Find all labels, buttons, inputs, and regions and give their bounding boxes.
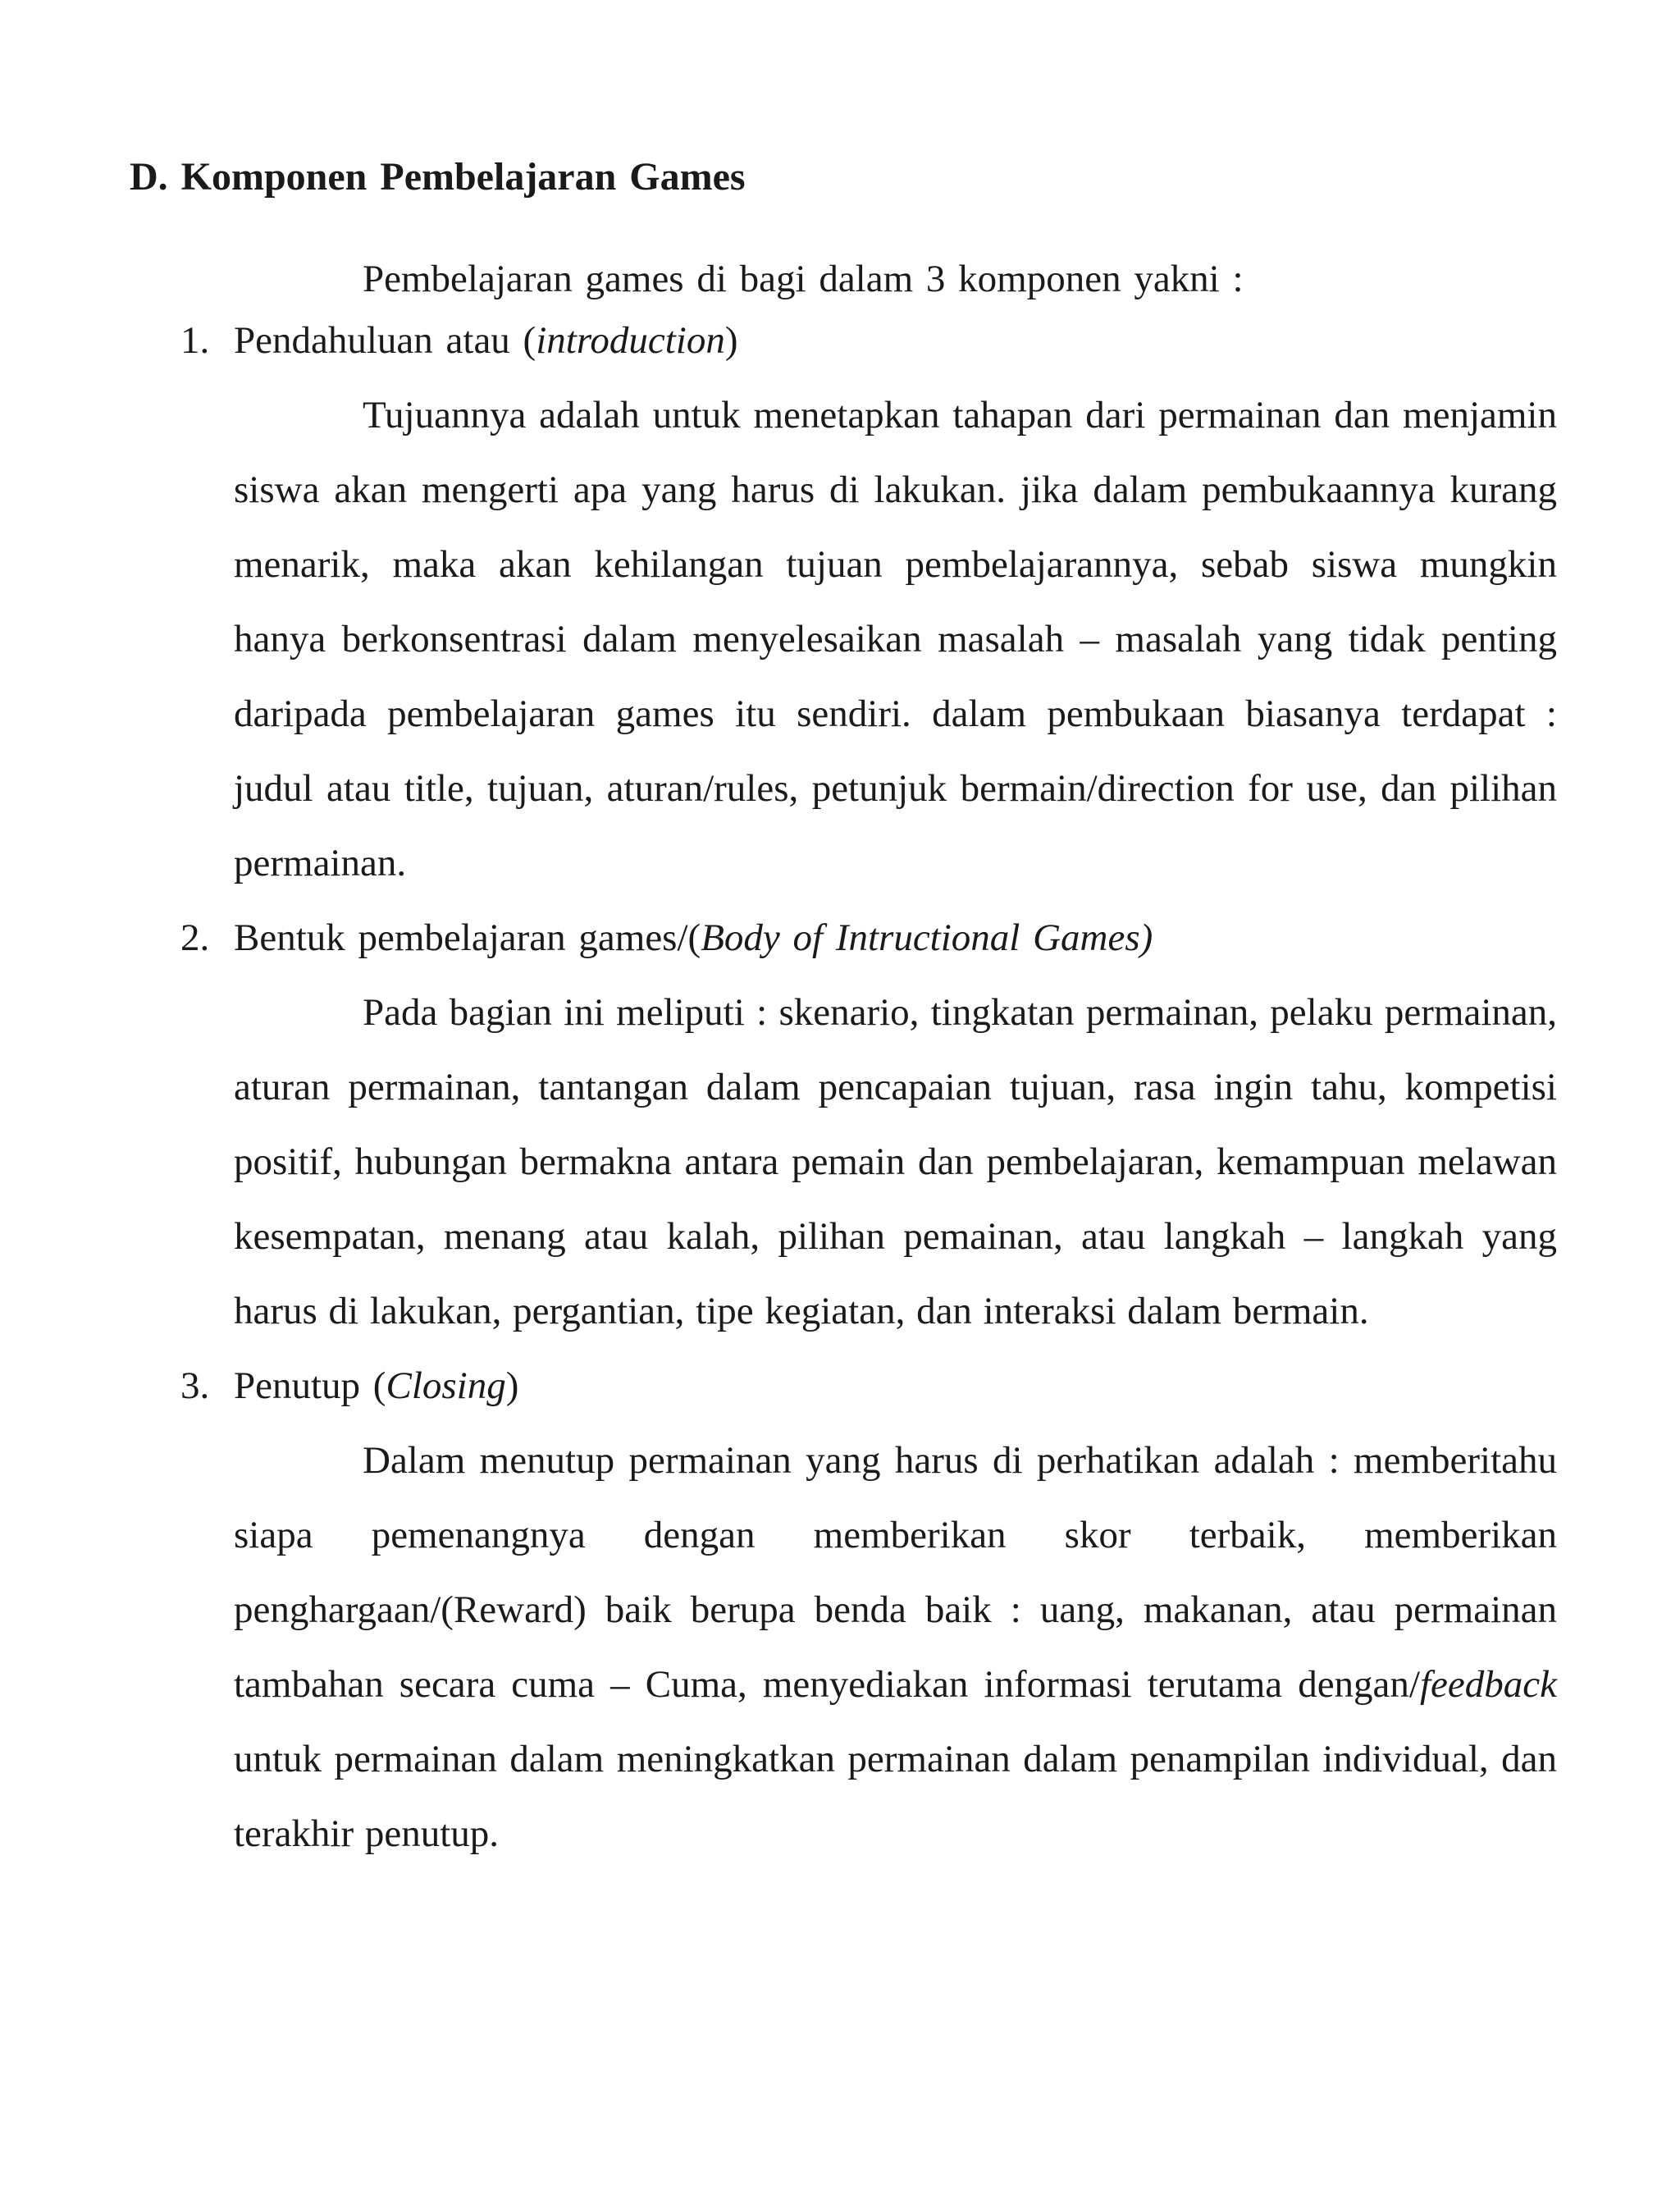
item-title-italic: introduction [536,319,725,362]
item-title [130,901,1557,976]
list-item [130,304,1557,901]
item-title-suffix: ) [724,319,738,362]
item-body-suffix: untuk permainan dalam meningkatkan permainan dalam penampilan individual, dan terakhir penutup. [234,1738,1557,1855]
item-number: 2. [180,916,210,959]
section-heading: D. Komponen Pembelajaran Games [130,155,746,199]
item-body-text: Tujuannya adalah untuk menetapkan tahapan dari permainan dan menjamin siswa akan mengerti apa yang harus di lakukan. jika dalam pembukaannya kurang menarik, maka akan kehilangan tujuan pembelajarannya, sebab siswa mungkin hanya berkonsentrasi dalam menyelesaikan masalah – masalah yang tidak penting daripada pembelajaran games itu sendiri. dalam pembukaan biasanya terdapat : judul atau title, tujuan, aturan/rules, petunjuk bermain/direction for use, dan pilihan permainan. [234,394,1557,884]
item-title-suffix: ) [505,1364,519,1407]
item-title [130,304,1557,378]
item-body-italic: feedback [1419,1663,1557,1706]
item-body [130,976,1557,1349]
item-title-text: Pendahuluan atau ( [234,319,536,362]
item-title-italic: Body of Intructional Games) [701,916,1153,959]
component-list [130,304,1557,1871]
list-item [130,901,1557,1349]
item-body-text: Pada bagian ini meliputi : skenario, tingkatan permainan, pelaku permainan, aturan permainan, tantangan dalam pencapaian tujuan, rasa ingin tahu, kompetisi positif, hubungan bermakna antara pemain dan pembelajaran, kemampuan melawan kesempatan, menang atau kalah, pilihan pemainan, atau langkah – langkah yang harus di lakukan, pergantian, tipe kegiatan, dan interaksi dalam bermain. [234,991,1557,1332]
item-title [130,1349,1557,1424]
item-title-text: Bentuk pembelajaran games/( [234,916,701,959]
intro-paragraph: Pembelajaran games di bagi dalam 3 komponen yakni : [363,258,1244,300]
item-number: 3. [180,1364,210,1407]
item-body [130,1424,1557,1871]
list-item [130,1349,1557,1871]
item-number: 1. [180,319,210,362]
item-title-text: Penutup ( [234,1364,386,1407]
item-body [130,378,1557,901]
item-title-italic: Closing [386,1364,506,1407]
item-body-text: Dalam menutup permainan yang harus di perhatikan adalah : memberitahu siapa pemenangnya dengan memberikan skor terbaik, memberikan penghargaan/(Reward) baik berupa benda baik : uang, makanan, atau permainan tambahan secara cuma – Cuma, menyediakan informasi terutama dengan/ [234,1439,1557,1706]
